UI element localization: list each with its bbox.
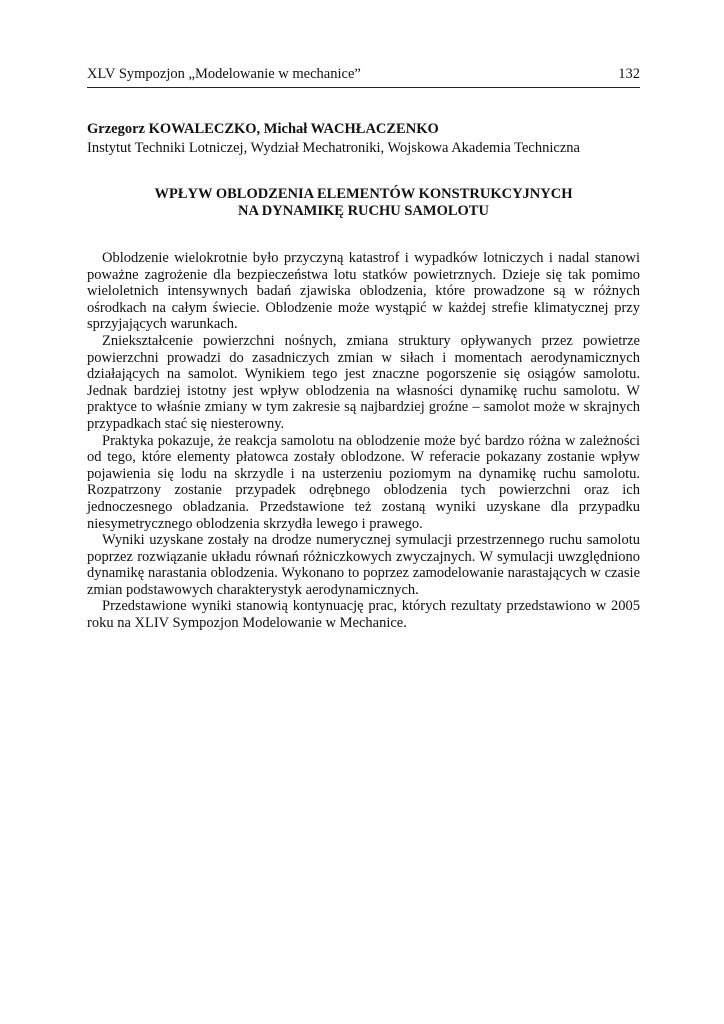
paragraph: Praktyka pokazuje, że reakcja samolotu na oblodzenie może być bardzo różna w zależności od tego, które elementy płatowca zostały oblodzone. W referacie pokazany zostanie wpływ pojawienia się lodu na skrzydle i na usterzeniu poziomym na dynamikę ruchu samolotu. Rozpatrzony zostanie przypadek odrębnego oblodzenia tych powierzchni oraz ich jednoczesnego obladzania. Przedstawione też zostaną wyniki uzyskane dla przypadku niesymetrycznego oblodzenia skrzydła lewego i prawego. — [87, 432, 640, 532]
affiliation: Instytut Techniki Lotniczej, Wydział Mechatroniki, Wojskowa Akademia Techniczna — [87, 140, 580, 156]
authors: Grzegorz KOWALECZKO, Michał WACHŁACZENKO — [87, 121, 439, 137]
running-header — [87, 66, 640, 88]
author-block — [87, 120, 647, 158]
paragraph: Przedstawione wyniki stanowią kontynuację prac, których rezultaty przedstawiono w 2005 roku na XLIV Sympozjon Modelowanie w Mechanice. — [87, 598, 640, 632]
page-number: 132 — [618, 66, 640, 82]
conference-name: XLV Sympozjon „Modelowanie w mechanice” — [87, 66, 361, 82]
paper-title — [87, 186, 640, 220]
title-line-2: NA DYNAMIKĘ RUCHU SAMOLOTU — [238, 203, 489, 219]
abstract-body — [87, 250, 640, 632]
title-line-1: WPŁYW OBLODZENIA ELEMENTÓW KONSTRUKCYJNYCH — [154, 186, 573, 202]
paragraph: Zniekształcenie powierzchni nośnych, zmiana struktury opływanych przez powietrze powierzchni prowadzi do zasadniczych zmian w siłach i momentach aerodynamicznych działających na samolot. Wynikiem tego jest znaczne pogorszenie się osiągów samolotu. Jednak bardziej istotny jest wpływ oblodzenia na własności dynamikę ruchu samolotu. W praktyce to właśnie zmiany w tym zakresie są najbardziej groźne – samolot może w skrajnych przypadkach stać się niesterowny. — [87, 332, 640, 432]
paragraph: Oblodzenie wielokrotnie było przyczyną katastrof i wypadków lotniczych i nadal stanowi poważne zagrożenie dla bezpieczeństwa lotu statków powietrznych. Dzieje się tak pomimo wieloletnich intensywnych badań zjawiska oblodzenia, które prowadzone są w różnych ośrodkach na całym świecie. Oblodzenie może wystąpić w każdej strefie klimatycznej przy sprzyjających warunkach. — [87, 250, 640, 333]
paragraph: Wyniki uzyskane zostały na drodze numerycznej symulacji przestrzennego ruchu samolotu poprzez rozwiązanie układu równań różniczkowych zwyczajnych. W symulacji uwzględniono dynamikę narastania oblodzenia. Wykonano to poprzez zamodelowanie narastających w czasie zmian podstawowych charakterystyk aerodynamicznych. — [87, 532, 640, 598]
